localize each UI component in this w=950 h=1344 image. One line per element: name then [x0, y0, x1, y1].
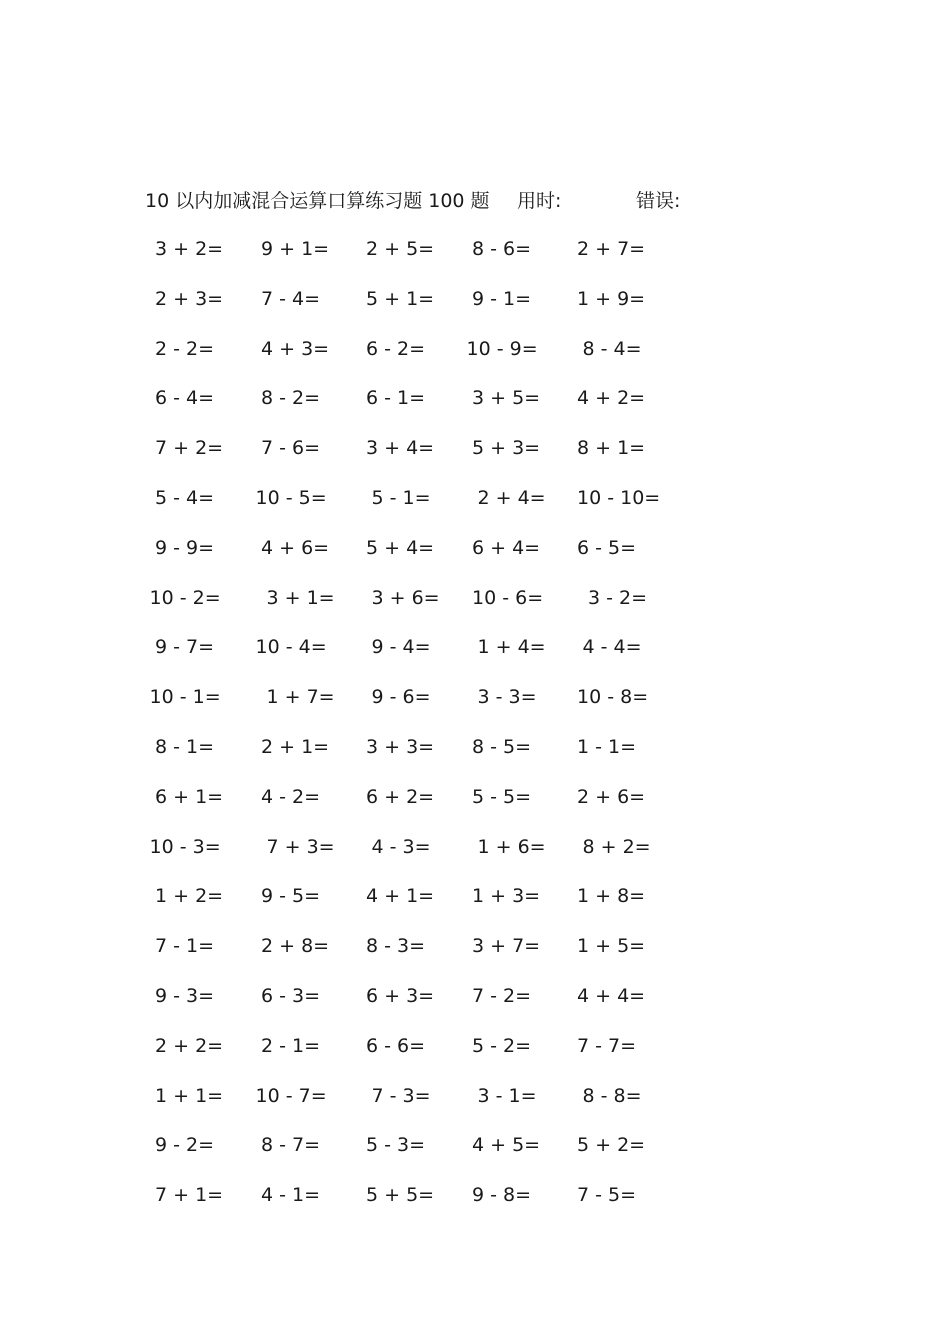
- arithmetic-problem: 10 - 4=: [255, 636, 327, 659]
- arithmetic-problem: 2 + 6=: [577, 785, 646, 808]
- arithmetic-problem: 1 + 8=: [577, 885, 646, 908]
- arithmetic-problem: 5 - 5=: [472, 785, 532, 808]
- arithmetic-problem: 8 + 2=: [582, 835, 651, 858]
- arithmetic-problem: 8 - 3=: [366, 935, 426, 958]
- errors-label: 错误:: [636, 190, 681, 212]
- problem-row: [0, 583, 950, 633]
- arithmetic-problem: 5 - 4=: [155, 486, 215, 509]
- arithmetic-problem: 10 - 8=: [577, 686, 649, 709]
- arithmetic-problem: 9 - 6=: [371, 686, 431, 709]
- arithmetic-problem: 9 + 1=: [261, 238, 330, 260]
- arithmetic-problem: 10 - 1=: [149, 686, 221, 709]
- arithmetic-problem: 2 + 3=: [155, 287, 224, 310]
- arithmetic-problem: 8 - 8=: [582, 1084, 642, 1107]
- arithmetic-problem: 1 + 9=: [577, 287, 646, 310]
- arithmetic-problem: 10 - 7=: [255, 1084, 327, 1107]
- arithmetic-problem: 5 + 4=: [366, 536, 435, 559]
- arithmetic-problem: 4 - 3=: [371, 835, 431, 858]
- arithmetic-problem: 2 + 5=: [366, 238, 435, 260]
- problem-row: [0, 981, 950, 1031]
- arithmetic-problem: 4 + 4=: [577, 984, 646, 1007]
- arithmetic-problem: 3 + 6=: [371, 586, 440, 609]
- arithmetic-problem: 9 - 8=: [472, 1184, 532, 1207]
- problem-row: [0, 782, 950, 832]
- arithmetic-problem: 6 + 3=: [366, 984, 435, 1007]
- arithmetic-problem: 6 - 6=: [366, 1034, 426, 1057]
- arithmetic-problem: 1 + 1=: [155, 1084, 224, 1107]
- arithmetic-problem: 3 + 5=: [472, 387, 541, 410]
- arithmetic-problem: 10 - 2=: [149, 586, 221, 609]
- problem-row: [0, 732, 950, 782]
- problem-row: [0, 483, 950, 533]
- arithmetic-problem: 9 - 3=: [155, 984, 215, 1007]
- problem-grid: [0, 234, 950, 1230]
- arithmetic-problem: 9 - 4=: [371, 636, 431, 659]
- arithmetic-problem: 4 - 2=: [261, 785, 321, 808]
- arithmetic-problem: 5 + 3=: [472, 437, 541, 460]
- arithmetic-problem: 7 - 3=: [371, 1084, 431, 1107]
- arithmetic-problem: 7 + 3=: [266, 835, 335, 858]
- arithmetic-problem: 6 + 1=: [155, 785, 224, 808]
- arithmetic-problem: 1 + 2=: [155, 885, 224, 908]
- arithmetic-problem: 2 - 1=: [261, 1034, 321, 1057]
- arithmetic-problem: 9 - 9=: [155, 536, 215, 559]
- arithmetic-problem: 7 - 7=: [577, 1034, 637, 1057]
- problem-row: [0, 881, 950, 931]
- time-used-label: 用时:: [517, 190, 562, 212]
- arithmetic-problem: 8 - 6=: [472, 238, 532, 260]
- arithmetic-problem: 2 - 2=: [155, 337, 215, 360]
- arithmetic-problem: 6 - 2=: [366, 337, 426, 360]
- arithmetic-problem: 7 - 5=: [577, 1184, 637, 1207]
- arithmetic-problem: 2 + 8=: [261, 935, 330, 958]
- arithmetic-problem: 9 - 1=: [472, 287, 532, 310]
- arithmetic-problem: 4 + 5=: [472, 1134, 541, 1157]
- arithmetic-problem: 5 + 5=: [366, 1184, 435, 1207]
- arithmetic-problem: 3 + 7=: [472, 935, 541, 958]
- arithmetic-problem: 1 + 6=: [477, 835, 546, 858]
- arithmetic-problem: 8 + 1=: [577, 437, 646, 460]
- arithmetic-problem: 3 + 4=: [366, 437, 435, 460]
- arithmetic-problem: 10 - 6=: [472, 586, 544, 609]
- arithmetic-problem: 2 + 1=: [261, 735, 330, 758]
- arithmetic-problem: 4 - 4=: [582, 636, 642, 659]
- arithmetic-problem: 8 - 7=: [261, 1134, 321, 1157]
- arithmetic-problem: 10 - 10=: [577, 486, 661, 509]
- arithmetic-problem: 3 + 1=: [266, 586, 335, 609]
- problem-row: [0, 284, 950, 334]
- arithmetic-problem: 7 - 1=: [155, 935, 215, 958]
- arithmetic-problem: 5 - 1=: [371, 486, 431, 509]
- arithmetic-problem: 5 + 1=: [366, 287, 435, 310]
- arithmetic-problem: 2 + 4=: [477, 486, 546, 509]
- arithmetic-problem: 9 - 7=: [155, 636, 215, 659]
- worksheet-title: 10 以内加减混合运算口算练习题 100 题: [145, 190, 490, 212]
- arithmetic-problem: 1 + 7=: [266, 686, 335, 709]
- arithmetic-problem: 9 - 2=: [155, 1134, 215, 1157]
- problem-row: [0, 931, 950, 981]
- arithmetic-problem: 4 + 2=: [577, 387, 646, 410]
- arithmetic-problem: 3 + 2=: [155, 238, 224, 260]
- problem-row: [0, 1031, 950, 1081]
- arithmetic-problem: 3 + 3=: [366, 735, 435, 758]
- arithmetic-problem: 1 + 5=: [577, 935, 646, 958]
- problem-row: [0, 632, 950, 682]
- arithmetic-problem: 2 + 2=: [155, 1034, 224, 1057]
- arithmetic-problem: 3 - 2=: [588, 586, 648, 609]
- arithmetic-problem: 8 - 5=: [472, 735, 532, 758]
- arithmetic-problem: 5 - 3=: [366, 1134, 426, 1157]
- arithmetic-problem: 6 + 2=: [366, 785, 435, 808]
- arithmetic-problem: 4 + 1=: [366, 885, 435, 908]
- arithmetic-problem: 5 - 2=: [472, 1034, 532, 1057]
- problem-row: [0, 383, 950, 433]
- arithmetic-problem: 7 - 4=: [261, 287, 321, 310]
- problem-row: [0, 433, 950, 483]
- arithmetic-problem: 6 - 3=: [261, 984, 321, 1007]
- arithmetic-problem: 8 - 1=: [155, 735, 215, 758]
- arithmetic-problem: 8 - 2=: [261, 387, 321, 410]
- arithmetic-problem: 6 - 5=: [577, 536, 637, 559]
- problem-row: [0, 1081, 950, 1131]
- problem-row: [0, 234, 950, 284]
- arithmetic-problem: 10 - 5=: [255, 486, 327, 509]
- arithmetic-problem: 6 - 4=: [155, 387, 215, 410]
- problem-row: [0, 832, 950, 882]
- arithmetic-problem: 10 - 3=: [149, 835, 221, 858]
- problem-row: [0, 533, 950, 583]
- arithmetic-problem: 1 - 1=: [577, 735, 637, 758]
- arithmetic-problem: 6 + 4=: [472, 536, 541, 559]
- problem-row: [0, 334, 950, 384]
- arithmetic-problem: 1 + 4=: [477, 636, 546, 659]
- arithmetic-problem: 4 + 3=: [261, 337, 330, 360]
- arithmetic-problem: 1 + 3=: [472, 885, 541, 908]
- arithmetic-problem: 2 + 7=: [577, 238, 646, 260]
- problem-row: [0, 1130, 950, 1180]
- arithmetic-problem: 10 - 9=: [466, 337, 538, 360]
- arithmetic-problem: 7 + 1=: [155, 1184, 224, 1207]
- arithmetic-problem: 9 - 5=: [261, 885, 321, 908]
- arithmetic-problem: 3 - 1=: [477, 1084, 537, 1107]
- arithmetic-problem: 4 - 1=: [261, 1184, 321, 1207]
- arithmetic-problem: 8 - 4=: [582, 337, 642, 360]
- arithmetic-problem: 6 - 1=: [366, 387, 426, 410]
- problem-row: [0, 682, 950, 732]
- arithmetic-problem: 4 + 6=: [261, 536, 330, 559]
- arithmetic-problem: 7 - 2=: [472, 984, 532, 1007]
- problem-row: [0, 1180, 950, 1230]
- arithmetic-problem: 7 - 6=: [261, 437, 321, 460]
- arithmetic-problem: 7 + 2=: [155, 437, 224, 460]
- arithmetic-problem: 5 + 2=: [577, 1134, 646, 1157]
- arithmetic-problem: 3 - 3=: [477, 686, 537, 709]
